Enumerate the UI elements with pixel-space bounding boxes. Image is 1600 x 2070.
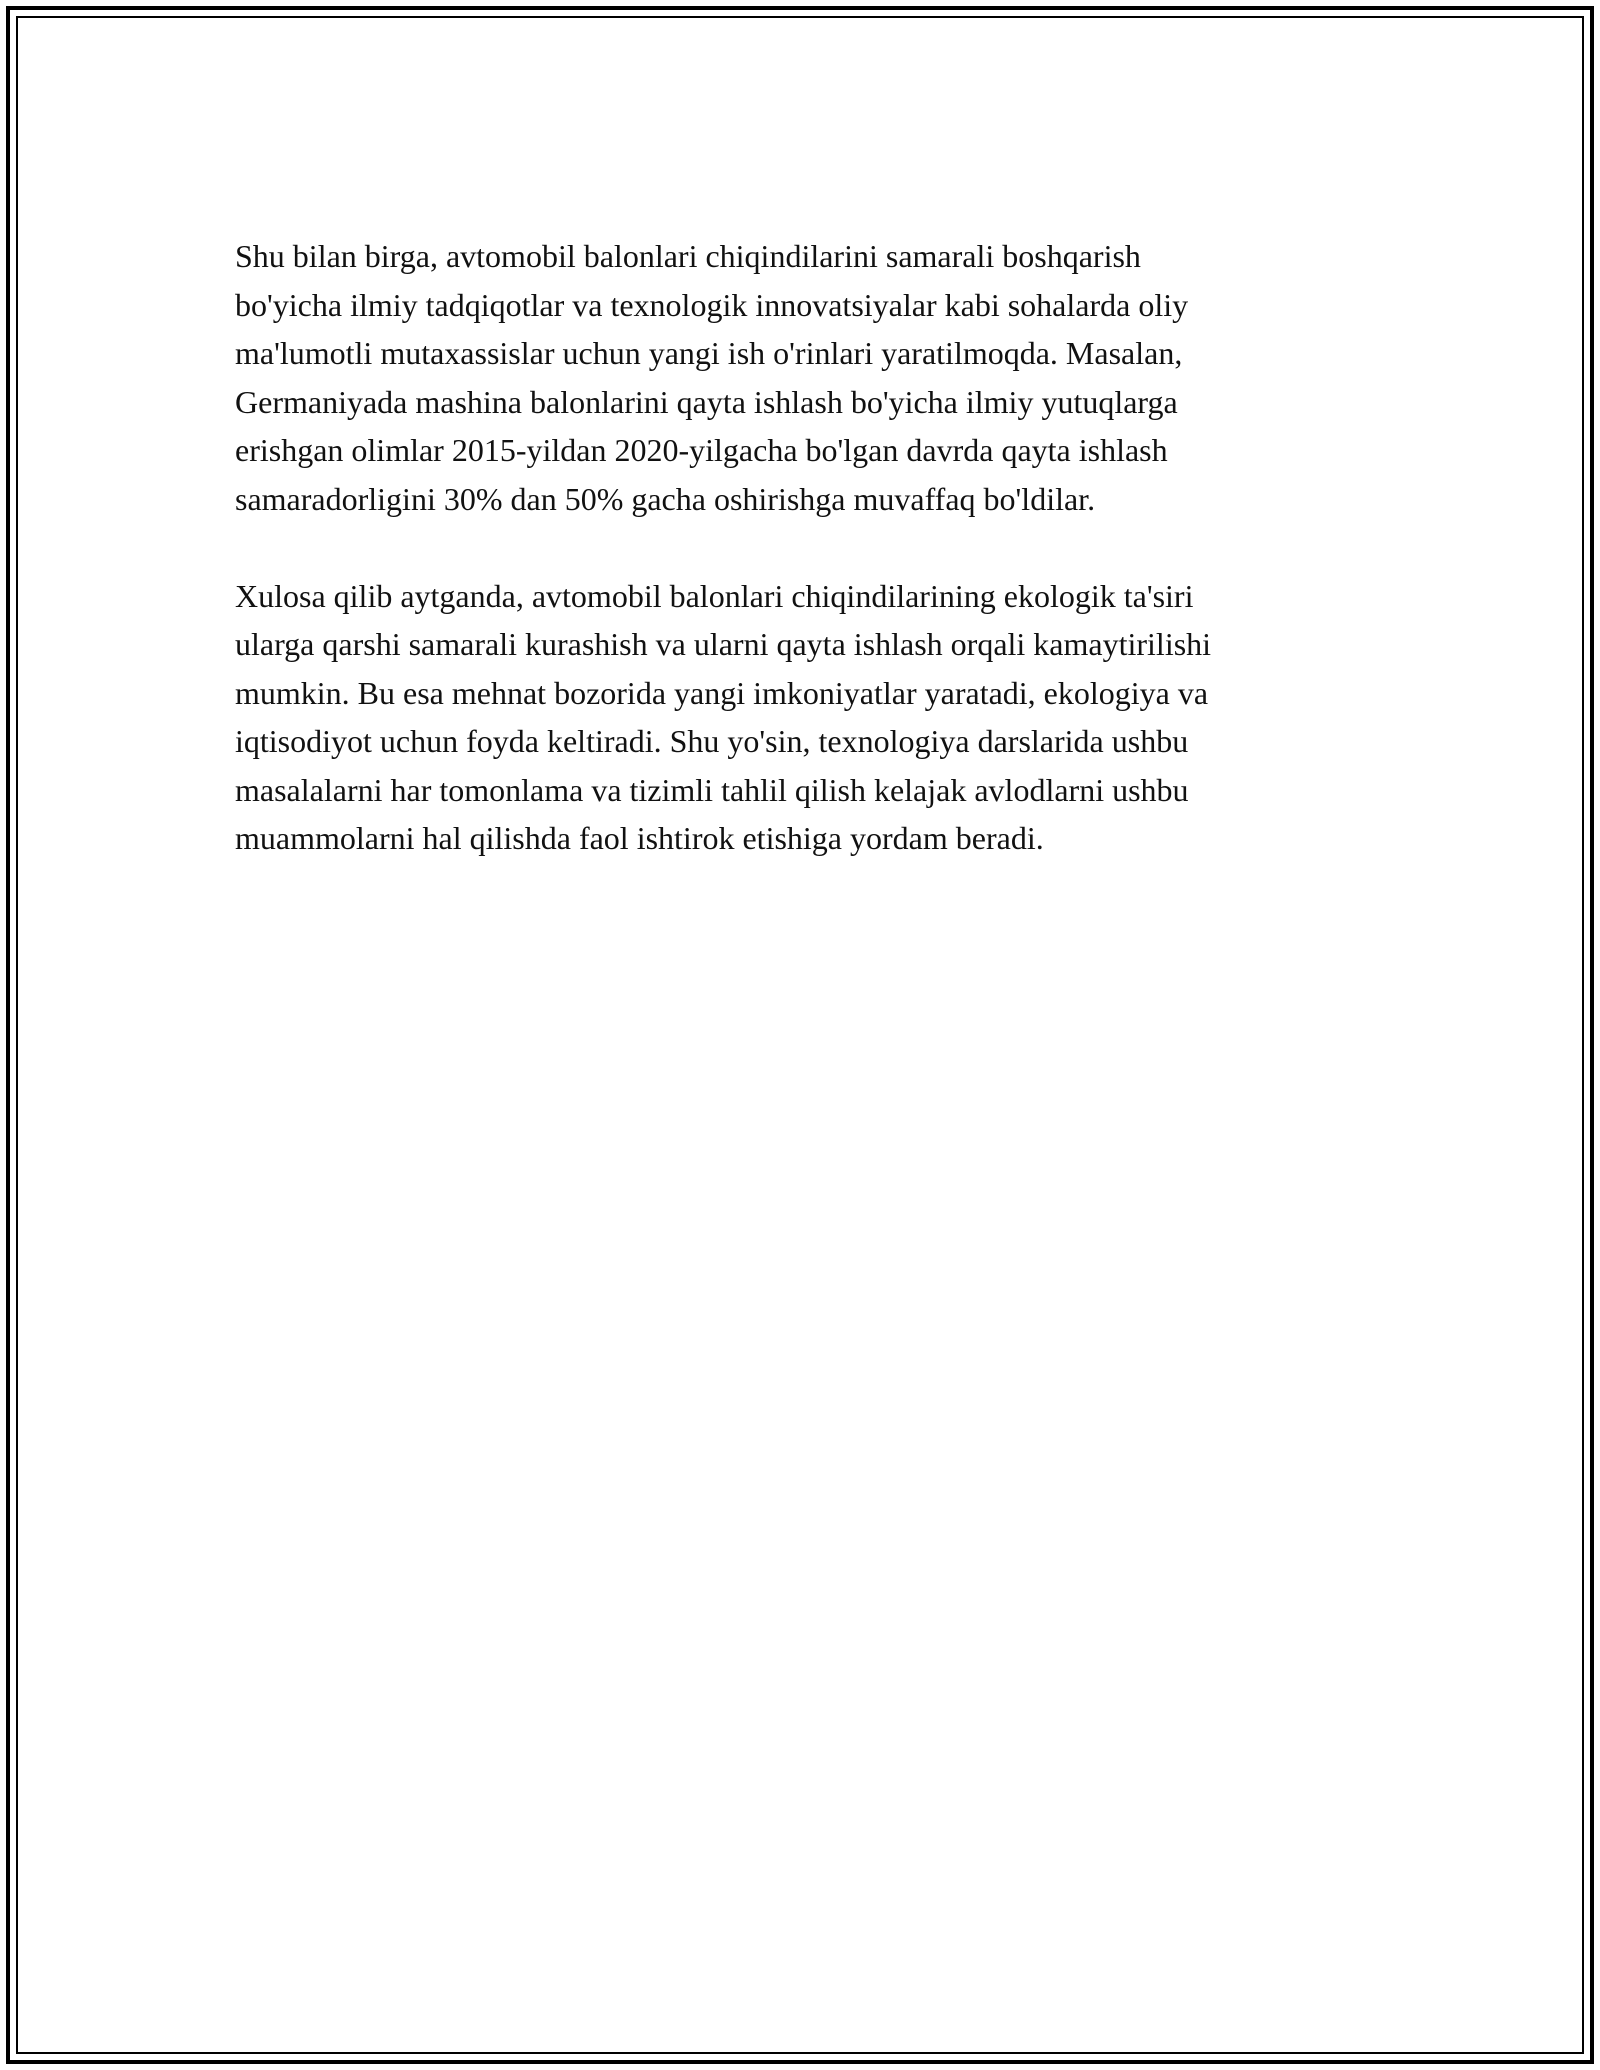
document-body xyxy=(235,232,1375,911)
paragraph-1 xyxy=(235,232,1375,523)
paragraph-2-line-3: mumkin. Bu esa mehnat bozorida yangi imkoniyatlar yaratadi, ekologiya va xyxy=(235,674,1209,711)
paragraph-2-line-1: Xulosa qilib aytganda, avtomobil balonlari chiqindilarining ekologik ta'siri xyxy=(235,577,1194,614)
paragraph-2-line-6: muammolarni hal qilishda faol ishtirok etishiga yordam beradi. xyxy=(235,820,1044,856)
paragraph-1-line-4: Germaniyada mashina balonlarini qayta ishlash bo'yicha ilmiy yutuqlarga xyxy=(235,383,1178,420)
paragraph-2 xyxy=(235,572,1375,863)
paragraph-1-line-1: Shu bilan birga, avtomobil balonlari chiqindilarini samarali boshqarish xyxy=(235,238,1141,274)
paragraph-1-line-3: ma'lumotli mutaxassislar uchun yangi ish o'rinlari yaratilmoqda. Masalan, xyxy=(235,335,1183,371)
paragraph-2-line-2: ularga qarshi samarali kurashish va ularni qayta ishlash orqali kamaytirilishi xyxy=(235,626,1212,662)
paragraph-1-line-5: erishgan olimlar 2015-yildan 2020-yilgacha bo'lgan davrda qayta ishlash xyxy=(235,432,1168,468)
paragraph-2-line-4: iqtisodiyot uchun foyda keltiradi. Shu yo'sin, texnologiya darslarida ushbu xyxy=(235,723,1189,759)
paragraph-1-line-2: bo'yicha ilmiy tadqiqotlar va texnologik innovatsiyalar kabi sohalarda oliy xyxy=(235,286,1189,323)
paragraph-2-line-5: masalalarni har tomonlama va tizimli tahlil qilish kelajak avlodlarni ushbu xyxy=(235,771,1189,808)
paragraph-1-line-6: samaradorligini 30% dan 50% gacha oshirishga muvaffaq bo'ldilar. xyxy=(235,480,1096,517)
